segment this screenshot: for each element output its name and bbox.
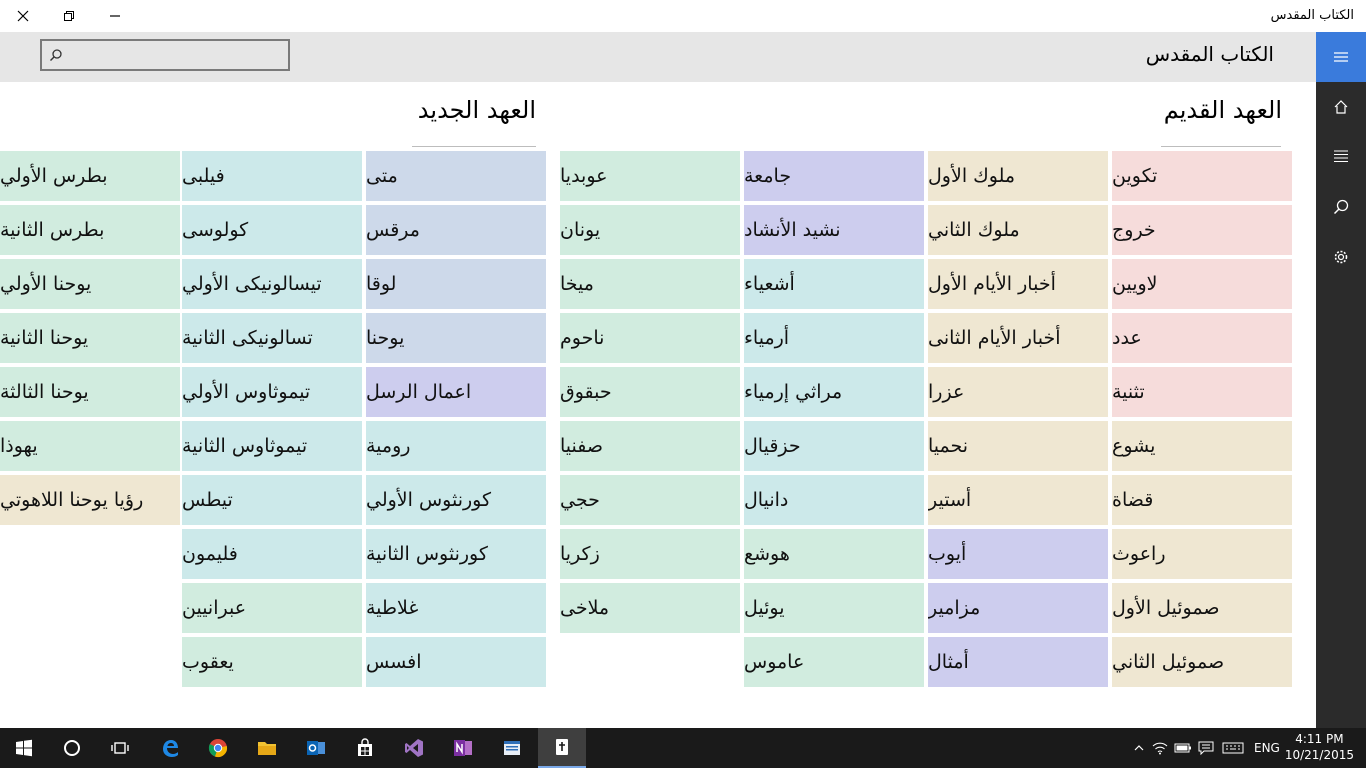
onenote-icon — [452, 737, 474, 759]
store-icon — [354, 737, 376, 759]
window-title: الكتاب المقدس — [1270, 8, 1354, 23]
edge-button[interactable] — [146, 728, 194, 768]
nav-search[interactable] — [1316, 182, 1366, 232]
book-tile[interactable]: لوقا — [366, 259, 546, 309]
book-tile[interactable]: تثنية — [1112, 367, 1292, 417]
chevron-up-icon[interactable] — [1130, 742, 1148, 754]
book-tile[interactable]: رؤيا يوحنا اللاهوتي — [0, 475, 180, 525]
book-tile[interactable]: بطرس الأولي — [0, 151, 180, 201]
old-testament-heading: العهد القديم — [1163, 96, 1282, 124]
restore-button[interactable] — [46, 0, 92, 32]
restore-icon — [63, 10, 75, 22]
close-button[interactable] — [0, 0, 46, 32]
new-testament-heading: العهد الجديد — [417, 96, 536, 124]
outlook-button[interactable] — [292, 728, 340, 768]
book-tile[interactable]: كولوسى — [182, 205, 362, 255]
book-tile[interactable]: عدد — [1112, 313, 1292, 363]
book-tile[interactable]: اعمال الرسل — [366, 367, 546, 417]
book-tile[interactable]: يوحنا الثانية — [0, 313, 180, 363]
new-testament-underline — [412, 146, 536, 147]
minimize-icon — [109, 10, 121, 22]
book-tile[interactable]: مراثي إرمياء — [744, 367, 924, 417]
book-tile[interactable]: يعقوب — [182, 637, 362, 687]
onenote-button[interactable] — [439, 728, 487, 768]
taskbar — [0, 728, 1366, 768]
battery-icon[interactable] — [1172, 742, 1194, 754]
edge-icon — [159, 737, 181, 759]
book-tile[interactable]: قضاة — [1112, 475, 1292, 525]
search-icon — [1333, 199, 1349, 215]
book-tile[interactable]: أستير — [928, 475, 1108, 525]
visual-studio-button[interactable] — [390, 728, 438, 768]
wifi-icon[interactable] — [1148, 741, 1172, 755]
book-tile[interactable]: حبقوق — [560, 367, 740, 417]
start-icon — [13, 737, 35, 759]
clock-date: 10/21/2015 — [1284, 748, 1354, 762]
book-tile[interactable]: هوشع — [744, 529, 924, 579]
book-tile[interactable]: أخبار الأيام الثانى — [928, 313, 1108, 363]
book-tile[interactable]: دانيال — [744, 475, 924, 525]
book-tile[interactable]: أرمياء — [744, 313, 924, 363]
book-tile[interactable]: راعوث — [1112, 529, 1292, 579]
book-tile[interactable]: أخبار الأيام الأول — [928, 259, 1108, 309]
book-tile[interactable]: يشوع — [1112, 421, 1292, 471]
file-explorer-icon — [256, 737, 278, 759]
book-tile[interactable]: يوحنا الثالثة — [0, 367, 180, 417]
book-tile[interactable]: مزامير — [928, 583, 1108, 633]
book-tile[interactable]: صموئيل الثاني — [1112, 637, 1292, 687]
book-tile[interactable]: تيسالونيكى الأولي — [182, 259, 362, 309]
system-tray — [1130, 728, 1280, 768]
app-icon — [501, 737, 523, 759]
old-testament-underline — [1161, 146, 1281, 147]
list-icon — [1333, 149, 1349, 165]
book-tile[interactable]: ناحوم — [560, 313, 740, 363]
bible-app-icon — [551, 736, 573, 758]
book-tile[interactable]: حجي — [560, 475, 740, 525]
file-explorer-button[interactable] — [243, 728, 291, 768]
book-tile[interactable]: زكريا — [560, 529, 740, 579]
search-input[interactable] — [68, 43, 284, 67]
book-tile[interactable]: تيموثاوس الأولي — [182, 367, 362, 417]
chrome-icon — [207, 737, 229, 759]
book-tile[interactable]: لاويين — [1112, 259, 1292, 309]
app-header — [0, 32, 1316, 82]
app-button[interactable] — [488, 728, 536, 768]
title-bar — [0, 0, 1366, 32]
close-icon — [17, 10, 29, 22]
home-icon — [1333, 99, 1349, 115]
minimize-button[interactable] — [92, 0, 138, 32]
chrome-button[interactable] — [194, 728, 242, 768]
book-tile[interactable]: خروج — [1112, 205, 1292, 255]
nav-pane — [1316, 32, 1366, 728]
outlook-icon — [305, 737, 327, 759]
book-tile[interactable]: ميخا — [560, 259, 740, 309]
clock[interactable] — [1285, 731, 1354, 763]
cortana-button[interactable] — [48, 728, 96, 768]
book-tile[interactable]: أشعياء — [744, 259, 924, 309]
book-tile[interactable]: حزقيال — [744, 421, 924, 471]
book-tile[interactable]: جامعة — [744, 151, 924, 201]
book-tile[interactable]: تسالونيكى الثانية — [182, 313, 362, 363]
book-tile[interactable]: فيلبى — [182, 151, 362, 201]
language-indicator[interactable]: ENG — [1254, 741, 1280, 755]
book-tile[interactable]: نحميا — [928, 421, 1108, 471]
start-button[interactable] — [0, 728, 48, 768]
book-tile[interactable]: بطرس الثانية — [0, 205, 180, 255]
book-tile[interactable]: يوحنا الأولي — [0, 259, 180, 309]
book-tile[interactable]: يوحنا — [366, 313, 546, 363]
settings-icon — [1333, 249, 1349, 265]
bible-app-button[interactable] — [538, 728, 586, 768]
book-tile[interactable]: يهوذا — [0, 421, 180, 471]
book-tile[interactable]: تيطس — [182, 475, 362, 525]
book-tile[interactable]: ملاخى — [560, 583, 740, 633]
book-tile[interactable]: ملوك الأول — [928, 151, 1108, 201]
book-tile[interactable]: متى — [366, 151, 546, 201]
book-tile[interactable]: تكوين — [1112, 151, 1292, 201]
task-view-button[interactable] — [96, 728, 144, 768]
book-tile[interactable]: عاموس — [744, 637, 924, 687]
book-tile[interactable]: عبرانيين — [182, 583, 362, 633]
search-box[interactable] — [40, 39, 290, 71]
book-tile[interactable]: غلاطية — [366, 583, 546, 633]
book-tile[interactable]: افسس — [366, 637, 546, 687]
search-icon — [49, 48, 63, 62]
book-tile[interactable]: أيوب — [928, 529, 1108, 579]
notifications-icon[interactable] — [1194, 741, 1218, 755]
book-tile[interactable]: يونان — [560, 205, 740, 255]
hamburger-button[interactable] — [1316, 32, 1366, 82]
book-tile[interactable]: صفنيا — [560, 421, 740, 471]
book-tile[interactable]: يوئيل — [744, 583, 924, 633]
book-tile[interactable]: كورنثوس الثانية — [366, 529, 546, 579]
store-button[interactable] — [341, 728, 389, 768]
hamburger-icon — [1333, 49, 1349, 65]
nav-home[interactable] — [1316, 82, 1366, 132]
clock-time: 4:11 PM — [1295, 732, 1344, 746]
book-tile[interactable]: مرقس — [366, 205, 546, 255]
app-title: الكتاب المقدس — [1145, 42, 1274, 66]
cortana-icon — [61, 737, 83, 759]
task-view-icon — [109, 737, 131, 759]
book-tile[interactable]: أمثال — [928, 637, 1108, 687]
book-tile[interactable]: عوبديا — [560, 151, 740, 201]
book-tile[interactable]: ملوك الثاني — [928, 205, 1108, 255]
book-tile[interactable]: تيموثاوس الثانية — [182, 421, 362, 471]
nav-settings[interactable] — [1316, 232, 1366, 282]
nav-list[interactable] — [1316, 132, 1366, 182]
book-tile[interactable]: صموئيل الأول — [1112, 583, 1292, 633]
visual-studio-icon — [403, 737, 425, 759]
keyboard-icon[interactable] — [1218, 742, 1248, 754]
book-tile[interactable]: عزرا — [928, 367, 1108, 417]
book-tile[interactable]: كورنثوس الأولي — [366, 475, 546, 525]
book-tile[interactable]: رومية — [366, 421, 546, 471]
book-tile[interactable]: فليمون — [182, 529, 362, 579]
book-tile[interactable]: نشيد الأنشاد — [744, 205, 924, 255]
